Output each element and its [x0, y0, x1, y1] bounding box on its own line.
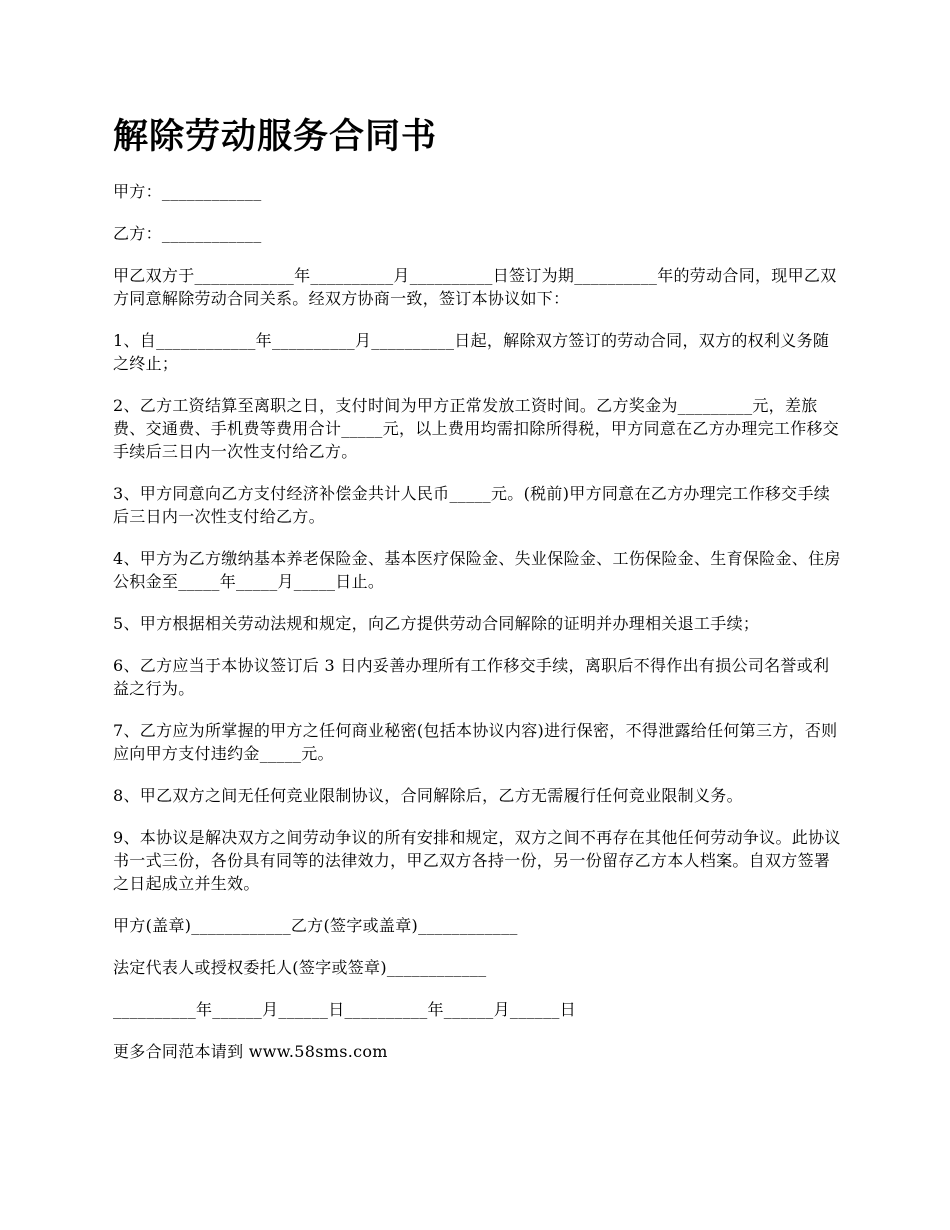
clause-1: 1、自____________年__________月__________日起，解除双方签订的劳动合同，双方的权利义务随之终止；: [113, 331, 830, 373]
clause-9: 9、本协议是解决双方之间劳动争议的所有安排和规定，双方之间不再存在其他任何劳动争议。此协议书一式三份，各份具有同等的法律效力，甲乙双方各持一份，另一份留存乙方本人档案。自双方签署之日起成立并生效。: [113, 828, 841, 893]
party-a-line: 甲方：____________: [113, 182, 262, 201]
date-line: __________年______月______日__________年______月______日: [113, 1000, 576, 1019]
signature-parties-line: 甲方(盖章)____________乙方(签字或盖章)____________: [113, 916, 518, 935]
clause-6: 6、乙方应当于本协议签订后 3 日内妥善办理所有工作移交手续，离职后不得作出有损公司名誉或利益之行为。: [113, 656, 830, 698]
document-title: 解除劳动服务合同书: [113, 117, 438, 157]
document-page: [113, 112, 841, 1082]
clause-2: 2、乙方工资结算至离职之日，支付时间为甲方正常发放工资时间。乙方奖金为_________元，差旅费、交通费、手机费等费用合计_____元，以上费用均需扣除所得税，甲方同意在乙方办理完工作移交手续后三日内一次性支付给乙方。: [113, 396, 840, 461]
footer-note: 更多合同范本请到 www.58sms.com: [113, 1042, 388, 1061]
clause-5: 5、甲方根据相关劳动法规和规定，向乙方提供劳动合同解除的证明并办理相关退工手续；: [113, 614, 760, 633]
clause-7: 7、乙方应为所掌握的甲方之任何商业秘密(包括本协议内容)进行保密，不得泄露给任何第三方，否则应向甲方支付违约金_____元。: [113, 721, 838, 763]
signature-representative-line: 法定代表人或授权委托人(签字或签章)____________: [113, 958, 487, 977]
clause-4: 4、甲方为乙方缴纳基本养老保险金、基本医疗保险金、失业保险金、工伤保险金、生育保险金、住房公积金至_____年_____月_____日止。: [113, 549, 841, 591]
party-b-line: 乙方：____________: [113, 224, 262, 243]
clause-8: 8、甲乙双方之间无任何竞业限制协议，合同解除后，乙方无需履行任何竞业限制义务。: [113, 786, 743, 805]
clause-3: 3、甲方同意向乙方支付经济补偿金共计人民币_____元。(税前)甲方同意在乙方办理完工作移交手续后三日内一次性支付给乙方。: [113, 484, 831, 526]
intro-paragraph: 甲乙双方于____________年__________月__________日签订为期__________年的劳动合同，现甲乙双方同意解除劳动合同关系。经双方协商一致，签订本协议如下：: [113, 266, 837, 308]
